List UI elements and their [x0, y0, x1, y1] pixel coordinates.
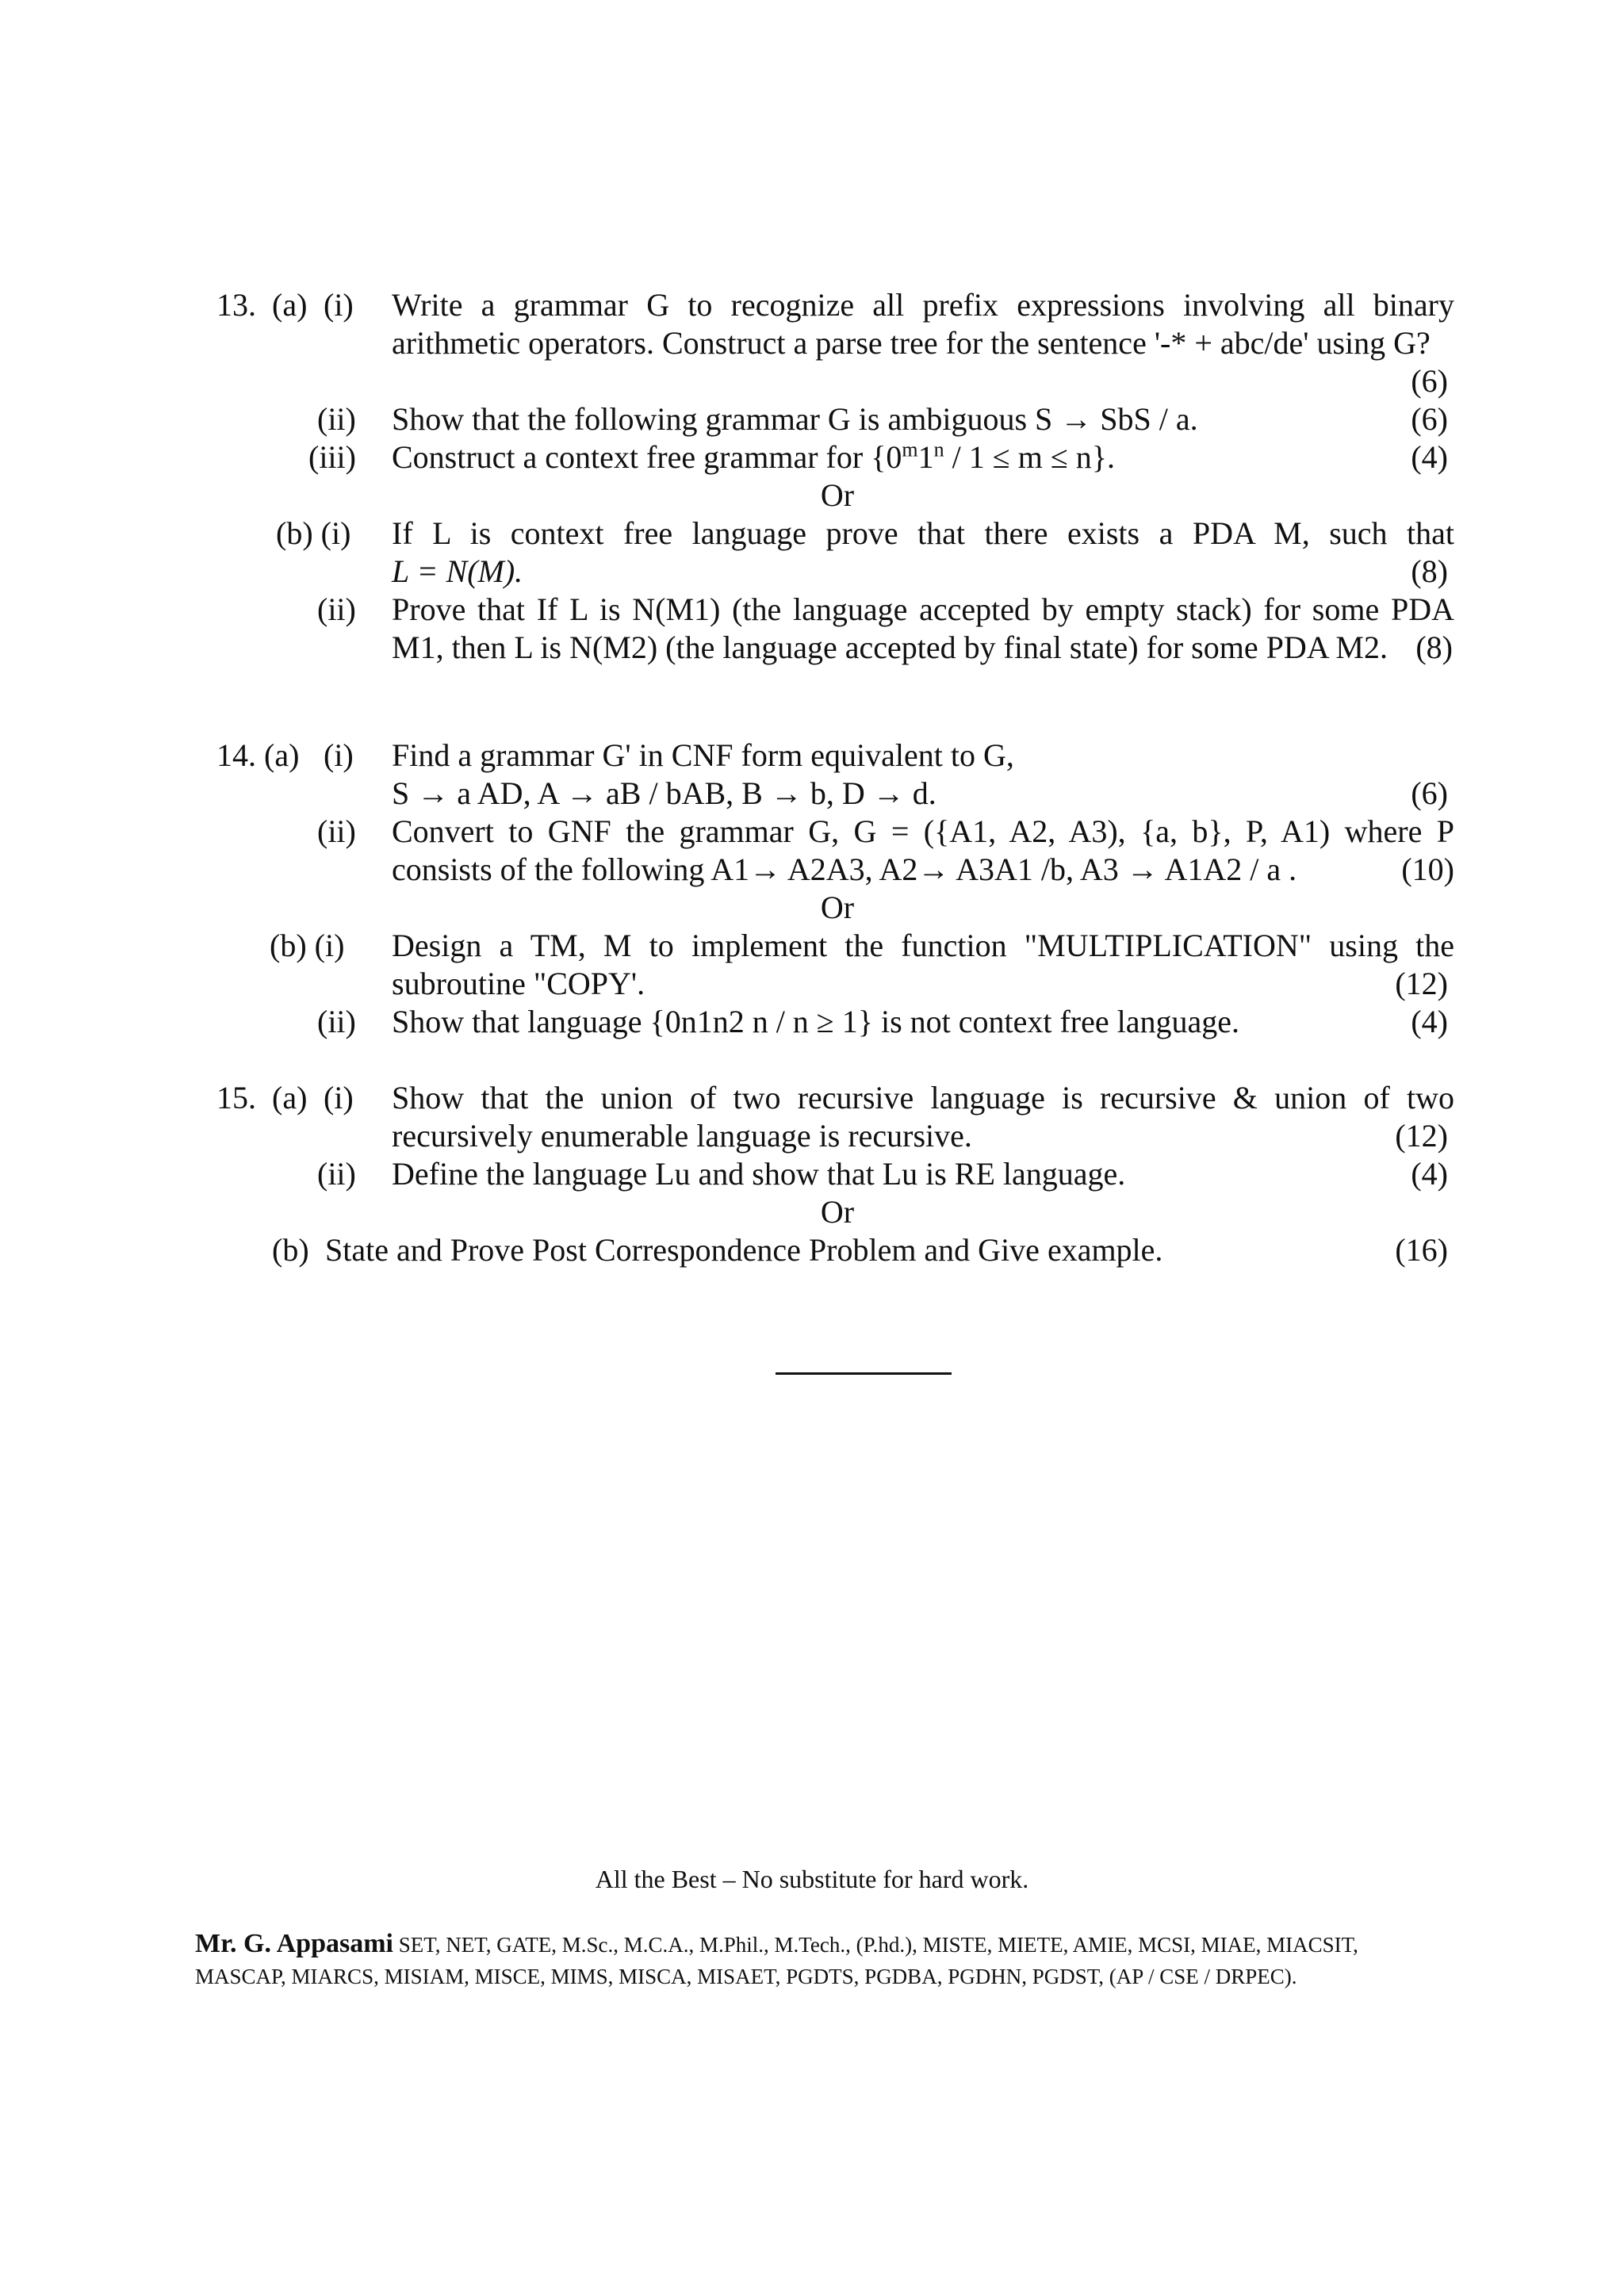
author-name: Mr. G. Appasami [195, 1929, 394, 1958]
question-text: Prove that If L is N(M1) (the language accepted by empty stack) for some PDA [392, 591, 1454, 627]
marks: (12) [1395, 1118, 1448, 1154]
or-separator: Or [820, 890, 855, 925]
part-label: (a) [272, 287, 308, 323]
part-label: (b) [272, 1232, 309, 1268]
question-text: L = N(M). [392, 553, 523, 589]
or-separator: Or [820, 1194, 855, 1230]
part-label: (a) [264, 737, 300, 773]
question-text: Design a TM, M to implement the function "MULTIPLICATION" using the [392, 928, 1454, 963]
question-text: Convert to GNF the grammar G, G = ({A1, A2, A3), {a, b}, P, A1) where P [392, 813, 1454, 849]
question-text: Define the language Lu and show that Lu is RE language. [392, 1156, 1126, 1192]
subpart-label: (iii) [308, 439, 356, 475]
marks: (16) [1395, 1232, 1448, 1268]
part-label: (a) [272, 1080, 308, 1115]
question-text: Find a grammar G' in CNF form equivalent to G, [392, 737, 1014, 773]
question-text: If L is context free language prove that there exists a PDA M, such that [392, 515, 1454, 551]
question-text: Construct a context free grammar for {0$^m$1$^n$ / 1 ≤ m ≤ n}. [392, 438, 1115, 475]
subpart-label: (ii) [317, 1156, 356, 1192]
end-rule [776, 1372, 952, 1375]
question-text: subroutine "COPY'. [392, 966, 645, 1001]
question-text: S → a AD, A → aB / bAB, B → b, D → d. [392, 775, 936, 811]
marks: (4) [1411, 439, 1448, 475]
marks: (4) [1411, 1004, 1448, 1039]
part-label: (b) (i) [270, 928, 345, 963]
subpart-label: (ii) [317, 401, 356, 437]
part-label: (b) (i) [276, 515, 351, 551]
marks: (12) [1395, 966, 1448, 1001]
question-text: arithmetic operators. Construct a parse tree for the sentence '-* + abc/de' using G? [392, 325, 1431, 361]
subpart-label: (i) [324, 737, 354, 773]
marks: (6) [1411, 363, 1448, 399]
subpart-label: (ii) [317, 813, 356, 849]
footer-motto: All the Best – No substitute for hard work. [595, 1865, 1029, 1893]
question-number: 13. [216, 287, 256, 323]
marks: (8) [1411, 553, 1448, 589]
subpart-label: (i) [324, 1080, 354, 1115]
question-number: 14. [216, 737, 256, 773]
footer-credits [195, 1928, 1464, 1992]
marks: (6) [1411, 775, 1448, 811]
question-text: Write a grammar G to recognize all prefix expressions involving all binary [392, 287, 1454, 323]
author-credentials: SET, NET, GATE, M.Sc., M.C.A., M.Phil., M.Tech., (P.hd.), MISTE, MIETE, AMIE, MCSI, MIAE, MIACSIT, [393, 1933, 1358, 1957]
question-text: Show that the union of two recursive language is recursive & union of two [392, 1080, 1454, 1115]
marks: (6) [1411, 401, 1448, 437]
question-text: State and Prove Post Correspondence Problem and Give example. [325, 1232, 1163, 1268]
author-credentials: MASCAP, MIARCS, MISIAM, MISCE, MIMS, MISCA, MISAET, PGDTS, PGDBA, PGDHN, PGDST, (AP / CSE / DRPEC). [195, 1965, 1297, 1988]
or-separator: Or [820, 477, 855, 513]
question-text: recursively enumerable language is recursive. [392, 1118, 972, 1154]
subpart-label: (ii) [317, 1004, 356, 1039]
question-number: 15. [216, 1080, 256, 1115]
question-text: Show that the following grammar G is ambiguous S → SbS / a. [392, 401, 1198, 437]
question-text: Show that language {0n1n2 n / n ≥ 1} is not context free language. [392, 1004, 1240, 1039]
question-text: M1, then L is N(M2) (the language accepted by final state) for some PDA M2. [392, 629, 1388, 665]
marks: (4) [1411, 1156, 1448, 1192]
subpart-label: (i) [324, 287, 354, 323]
marks: (8) [1415, 629, 1453, 665]
marks: (10) [1401, 851, 1454, 887]
subpart-label: (ii) [317, 591, 356, 627]
question-text: consists of the following A1→ A2A3, A2→ A3A1 /b, A3 → A1A2 / a . [392, 851, 1297, 887]
